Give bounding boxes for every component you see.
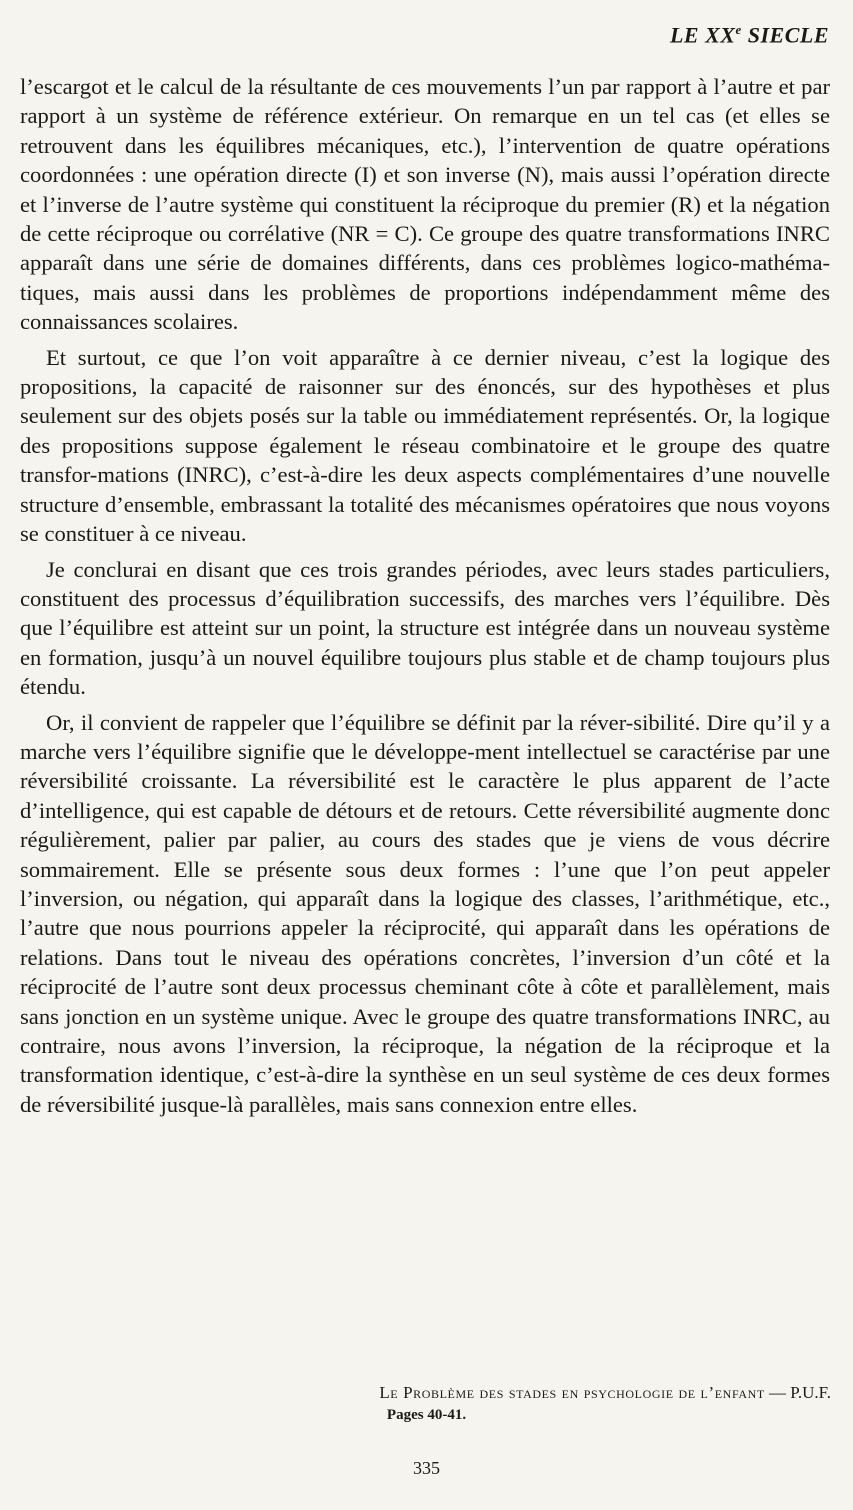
body-text [20, 72, 830, 1119]
header-prefix: LE XX [669, 22, 736, 48]
citation [0, 1382, 853, 1426]
running-header [670, 22, 829, 48]
paragraph-3: Je conclurai en disant que ces trois grandes périodes, avec leurs stades particuliers, constituent des processus d’équilibration successifs, des marches vers l’équilibre. Dès que l’équilibre est atteint sur un point, la structure est intégrée dans un nouveau système en formation, jusqu’à un nouvel équilibre toujours plus stable et de champ toujours plus étendu. [20, 556, 830, 700]
paragraph-1: l’escargot et le calcul de la résultante de ces mouvements l’un par rapport à l’autre et par rapport à un système de référence extérieur. On remarque en un tel cas (et elles se retrouvent dans les équilibres mécaniques, etc.), l’intervention de quatre opérations coordonnées : une opération directe (I) et son inverse (N), mais aussi l’opération directe et l’inverse de l’autre système qui constituent la réciproque du premier (R) et la négation de cette réciproque ou corrélative (NR = C). Ce groupe des quatre transformations INRC apparaît dans une série de domaines différents, dans ces problèmes logico-mathéma-tiques, mais aussi dans les problèmes de proportions indépendamment même des connaissances scolaires. [20, 74, 830, 335]
citation-separator: — [764, 1383, 791, 1402]
citation-pages: Pages 40-41. [386, 1407, 467, 1423]
citation-title: Le Problème des stades en psychologie de l’enfant [379, 1383, 765, 1402]
paragraph-2: Et surtout, ce que l’on voit apparaître à ce dernier niveau, c’est la logique des propositions, la capacité de raisonner sur des énoncés, sur des hypothèses et plus seulement sur des objets posés sur la table ou immédiatement représentés. Or, la logique des propositions suppose également le réseau combinatoire et le groupe des quatre transfor-mations (INRC), c’est-à-dire les deux aspects complémentaires d’une nouvelle structure d’ensemble, embrassant la totalité des mécanismes opératoires que nous voyons se constituer à ce niveau. [20, 344, 830, 547]
header-suffix: SIECLE [741, 22, 829, 48]
citation-publisher: P.U.F. [790, 1383, 831, 1402]
paragraph-4: Or, il convient de rappeler que l’équilibre se définit par la réver-sibilité. Dire qu’il y a marche vers l’équilibre signifie que le développe-ment intellectuel se caractérise par une réversibilité croissante. La réversibilité est le caractère le plus apparent de l’acte d’intelligence, qui est capable de détours et de retours. Cette réversibilité augmente donc régulièrement, palier par palier, au cours des stades que je viens de vous décrire sommairement. Elle se présente sous deux formes : l’une que l’on peut appeler l’inversion, ou négation, qui apparaît dans la logique des classes, l’arithmétique, etc., l’autre que nous pourrions appeler la réciprocité, qui apparaît dans les opérations de relations. Dans tout le niveau des opérations concrètes, l’inversion d’un côté et la réciprocité de l’autre sont deux processus cheminant côte à côte et parallèlement, mais sans jonction en un système unique. Avec le groupe des quatre transformations INRC, au contraire, nous avons l’inversion, la réciproque, la négation de la réciproque et la transformation identique, c’est-à-dire la synthèse en un seul système de ces deux formes de réversibilité jusque-là parallèles, mais sans connexion entre elles. [20, 709, 830, 1117]
header-superscript: e [735, 22, 742, 37]
citation-line-1 [0, 1382, 853, 1404]
page-number: 335 [413, 1458, 440, 1478]
